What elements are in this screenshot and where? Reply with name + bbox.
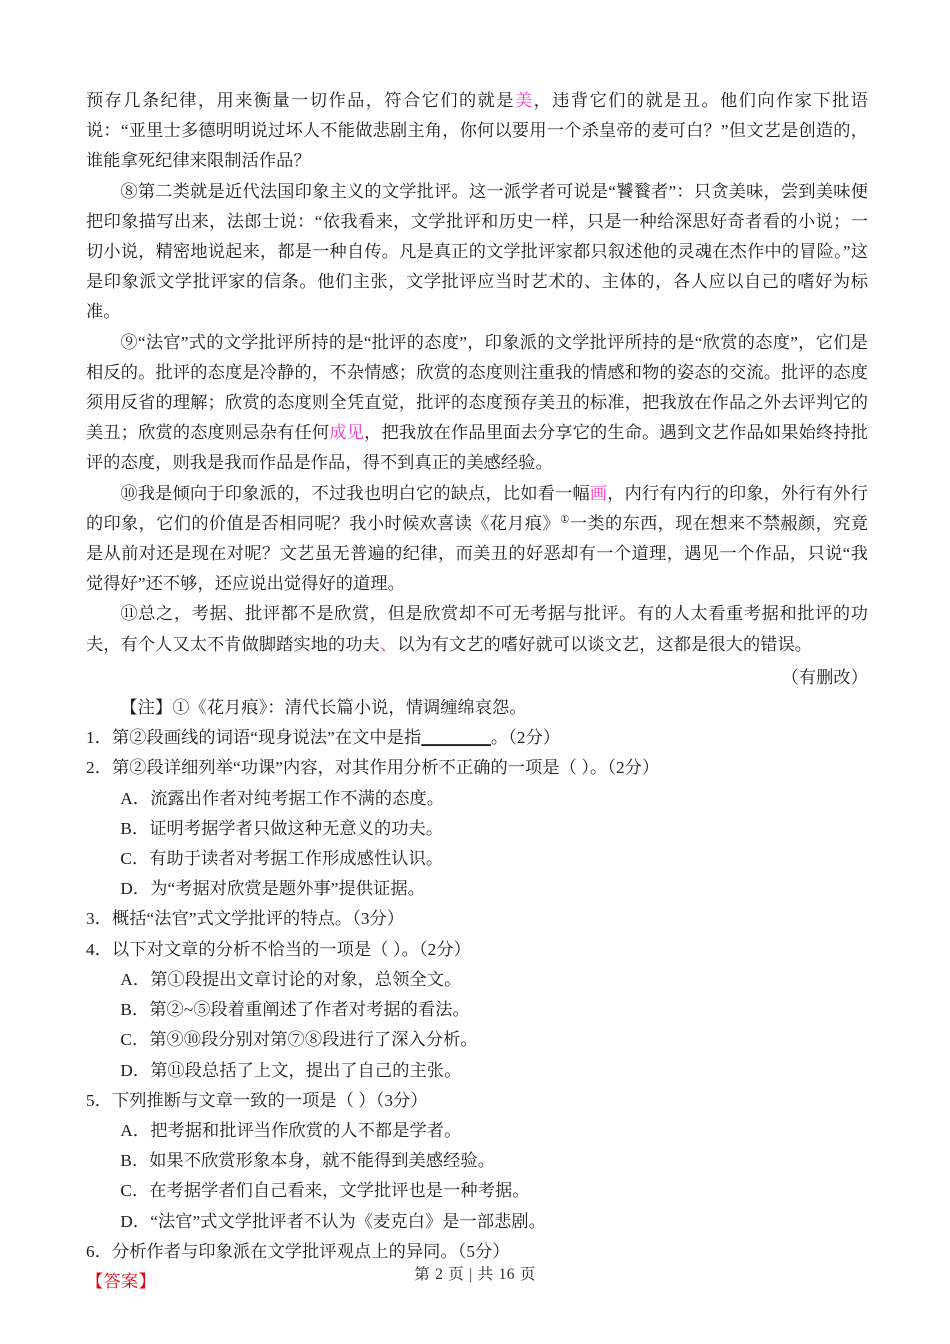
question-2 — [86, 753, 868, 783]
paragraph-9 — [86, 328, 868, 479]
question-4-option-c[interactable]: C．第⑨⑩段分别对第⑦⑧段进行了深入分析。 — [120, 1030, 478, 1050]
question-1 — [86, 723, 868, 753]
footer-page-prefix: 第 — [414, 1266, 431, 1283]
question-5-stem: 下列推断与文章一致的一项是（ ）（3分） — [111, 1090, 428, 1110]
paragraph-continued — [86, 86, 868, 177]
question-2-option-c[interactable]: C．有助于读者对考据工作形成感性认识。 — [120, 849, 444, 869]
answer-blank-1[interactable]: ________ — [421, 728, 491, 748]
question-4-number: 4． — [86, 939, 112, 959]
highlight-chengjian: 成见 — [329, 423, 365, 443]
footer-page-suffix: 页 — [448, 1266, 465, 1283]
question-3-stem: 概括“法官”式文学批评的特点。（3分） — [111, 909, 405, 929]
footnote-line: 【注】①《花月痕》：清代长篇小说，情调缠绵哀怨。 — [120, 698, 527, 718]
paragraph-11-before: ⑪总之，考据、批评都不是欣赏，但是欣赏却不可无考据与批评。有的人太看重考据和批评的功夫，有个人又太不肯做脚踏实地的功夫 — [86, 604, 868, 654]
question-5-option-a[interactable]: A．把考据和批评当作欣赏的人不都是学者。 — [120, 1120, 462, 1140]
question-4-option-a[interactable]: A．第①段提出文章讨论的对象，总领全文。 — [120, 969, 462, 989]
paragraph-10-mid: ，内行有内行的印象，外行有外行的印象，它们的价值是否相同呢？我小时候欢喜读《花月痕》 — [86, 483, 868, 533]
question-4-option-d[interactable]: D．第⑪段总括了上文，提出了自己的主张。 — [120, 1060, 462, 1080]
question-2-stem: 第②段详细列举“功课”内容，对其作用分析不正确的一项是（ ）。（2分） — [111, 758, 660, 778]
question-4 — [86, 935, 868, 965]
paragraph-10-after: 一类的东西，现在想来不禁赧颜，究竟是从前对还是现在对呢？文艺虽无普遍的纪律，而美丑的好恶却有一个道理，遇见一个作品，只说“我觉得好”还不够，还应说出觉得好的道理。 — [86, 513, 868, 594]
question-4-stem: 以下对文章的分析不恰当的一项是（ ）。（2分） — [111, 939, 471, 959]
question-6-number: 6． — [86, 1241, 112, 1261]
footer-total-suffix: 页 — [519, 1266, 536, 1283]
question-5-option-b[interactable]: B．如果不欣赏形象本身，就不能得到美感经验。 — [120, 1151, 495, 1171]
question-3-number: 3． — [86, 909, 112, 929]
question-6-stem: 分析作者与印象派在文学批评观点上的异同。（5分） — [111, 1241, 510, 1261]
question-2-number: 2． — [86, 758, 112, 778]
page-footer — [0, 1262, 950, 1284]
paragraph-11 — [86, 599, 868, 659]
paragraph-9-before: ⑨“法官”式的文学批评所持的是“批评的态度”，印象派的文学批评所持的是“欣赏的态度”，它们是相反的。批评的态度是冷静的，不杂情感；欣赏的态度则注重我的情感和物的姿态的交流。批评的态度须用反省的理解；欣赏的态度则全凭直觉，批评的态度预存美丑的标准，把我放在作品之外去评判它的美丑；欣赏的态度则忌杂有任何 — [86, 332, 868, 443]
footer-separator: | — [469, 1266, 473, 1283]
article-body — [86, 86, 868, 1297]
question-1-number: 1． — [86, 728, 112, 748]
paragraph-10-before: ⑩我是倾向于印象派的，不过我也明白它的缺点，比如看一幅 — [120, 483, 590, 503]
question-1-stem-after: 。（2分） — [490, 728, 561, 748]
footer-page-number: 2 — [435, 1266, 444, 1283]
source-note: （有删改） — [781, 667, 868, 687]
highlight-hua: 画 — [589, 483, 608, 503]
question-2-option-b[interactable]: B．证明考据学者只做这种无意义的功夫。 — [120, 818, 444, 838]
paragraph-11-after: 以为有文艺的嗜好就可以谈文艺，这都是很大的错误。 — [397, 634, 813, 654]
question-2-option-a[interactable]: A．流露出作者对纯考据工作不满的态度。 — [120, 788, 445, 808]
question-3 — [86, 904, 868, 934]
paragraph-continued-after: ，违背它们的就是丑。他们向作家下批语说：“亚里士多德明明说过坏人不能做悲剧主角，你何以要用一个杀皇帝的麦可白？”但文艺是创造的，谁能拿死纪律来限制活作品？ — [86, 91, 868, 171]
footer-total-prefix: 共 — [477, 1266, 494, 1283]
paragraph-continued-before: 预存几条纪律，用来衡量一切作品，符合它们的就是 — [86, 91, 515, 110]
question-2-option-d[interactable]: D．为“考据对欣赏是题外事”提供证据。 — [120, 879, 425, 899]
question-5-number: 5． — [86, 1090, 112, 1110]
paragraph-8: ⑧第二类就是近代法国印象主义的文学批评。这一派学者可说是“饕餮者”：只贪美味，尝到美味便把印象描写出来，法郎士说：“依我看来，文学批评和历史一样，只是一种给深思好奇者看的小说；一切小说，精密地说起来，都是一种自传。凡是真正的文学批评家都只叙述他的灵魂在杰作中的冒险。”这是印象派文学批评家的信条。他们主张，文学批评应当时艺术的、主体的，各人应以自己的嗜好为标准。 — [86, 181, 868, 322]
question-1-stem: 第②段画线的词语“现身说法”在文中是指 — [111, 728, 422, 748]
answer-label: 【答案】 — [86, 1271, 156, 1291]
question-5-option-c[interactable]: C．在考据学者们自己看来，文学批评也是一种考据。 — [120, 1181, 530, 1201]
question-5 — [86, 1086, 868, 1116]
footer-total-number: 16 — [498, 1266, 515, 1283]
highlight-comma: 、 — [379, 634, 398, 654]
question-5-option-d[interactable]: D．“法官”式文学批评者不认为《麦克白》是一部悲剧。 — [120, 1211, 546, 1231]
footnote-reference-marker: ① — [559, 514, 570, 526]
paragraph-9-after: ，把我放在作品里面去分享它的生命。遇到文艺作品如果始终持批评的态度，则我是我而作品是作品，得不到真正的美感经验。 — [86, 423, 869, 473]
highlight-mei: 美 — [514, 91, 534, 110]
question-4-option-b[interactable]: B．第②~⑤段着重阐述了作者对考据的看法。 — [120, 1000, 470, 1020]
paragraph-10 — [86, 479, 868, 600]
